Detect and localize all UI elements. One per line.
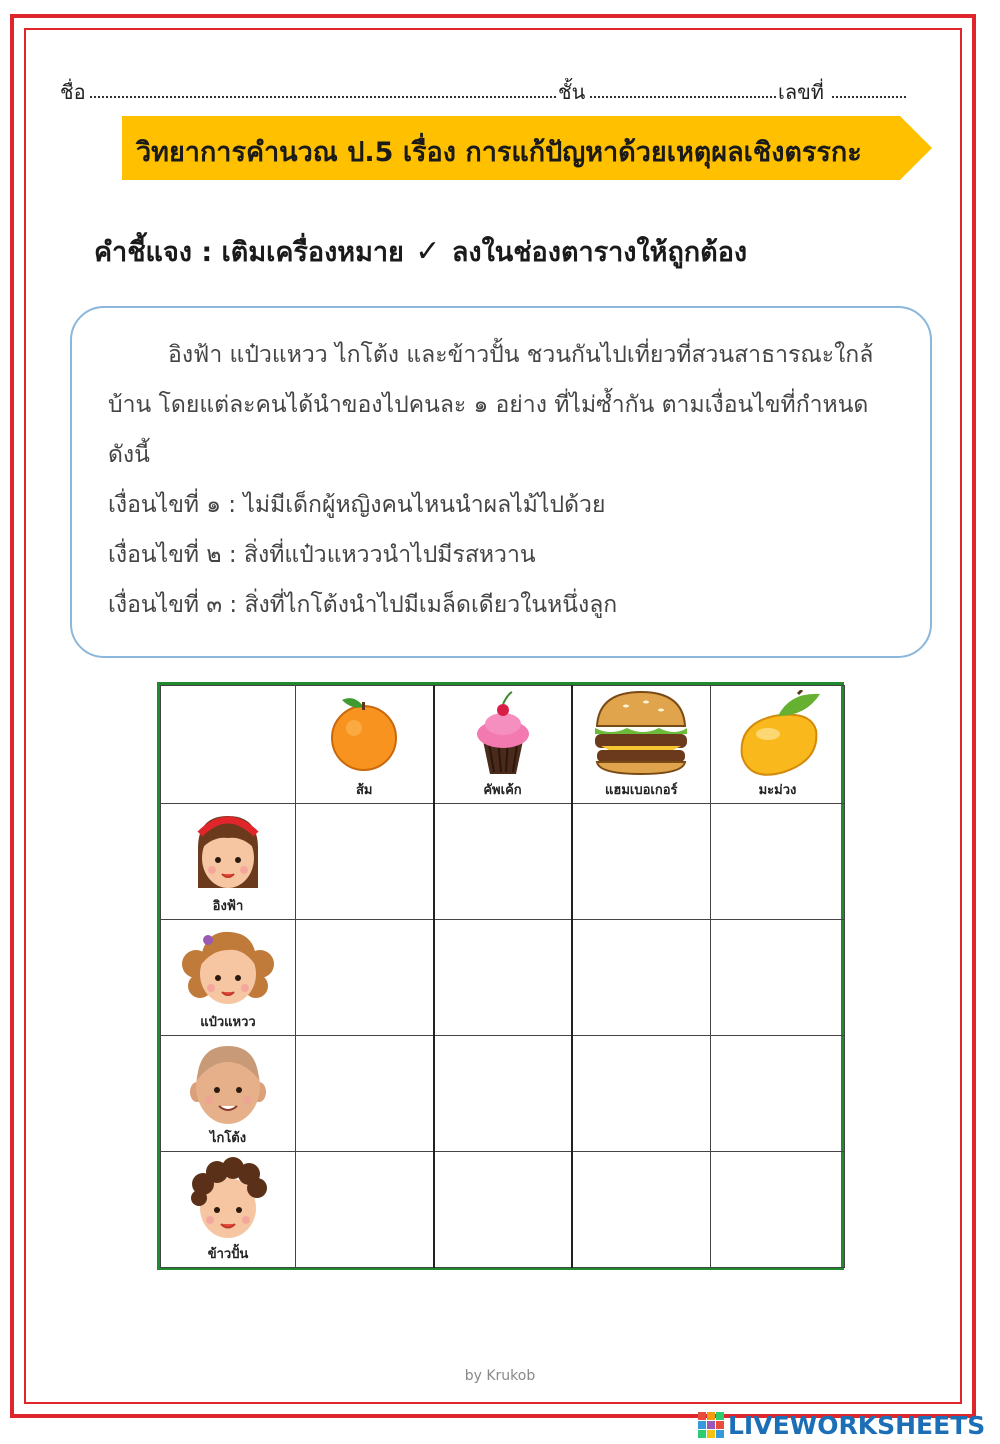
grid-cell-r1-c4[interactable] xyxy=(711,804,845,920)
person-label-khawpan: ข้าวปั้น xyxy=(207,1247,249,1262)
person-header-khawpan xyxy=(161,1152,296,1268)
person-header-paewwaew xyxy=(161,920,296,1036)
instruction xyxy=(94,230,747,273)
grid-cell-r1-c2[interactable] xyxy=(434,804,572,920)
corner-cell xyxy=(161,686,296,804)
person-header-ingfa xyxy=(161,804,296,920)
grid-cell-r2-c4[interactable] xyxy=(711,920,845,1036)
number-label: เลขที่ xyxy=(778,80,824,104)
hamburger-icon xyxy=(591,690,691,776)
food-label-cupcake: คัพเค้ก xyxy=(483,783,522,798)
liveworksheets-logo-icon xyxy=(698,1412,724,1438)
grid-cell-r1-c1[interactable] xyxy=(296,804,434,920)
grid-cell-r2-c3[interactable] xyxy=(572,920,711,1036)
food-label-hamburger: แฮมเบอเกอร์ xyxy=(605,783,678,798)
curly-boy-icon xyxy=(183,1156,273,1246)
person-header-kaitong xyxy=(161,1036,296,1152)
cupcake-icon xyxy=(468,690,538,776)
story-paragraph: อิงฟ้า แป๋วแหวว ไกโต้ง และข้าวปั้น ชวนกันไปเที่ยวที่สวนสาธารณะใกล้บ้าน โดยแต่ละคนได้นำของไปคนละ ๑ อย่าง ที่ไม่ซ้ำกัน ตามเงื่อนไขที่กำหนดดังนี้ xyxy=(108,342,874,468)
instruction-suffix: ลงในช่องตารางให้ถูกต้อง xyxy=(451,237,748,268)
girl-red-headband-icon xyxy=(186,808,270,898)
food-label-orange: ส้ม xyxy=(355,783,373,798)
grid-cell-r4-c2[interactable] xyxy=(434,1152,572,1268)
liveworksheets-wordmark: LIVEWORKSHEETS xyxy=(728,1410,986,1440)
story-box xyxy=(70,306,932,658)
number-field[interactable] xyxy=(832,70,906,98)
check-mark-icon: ✓ xyxy=(415,234,441,269)
banner-title: วิทยาการคำนวณ ป.5 เรื่อง การแก้ปัญหาด้วยเหตุผลเชิงตรรกะ xyxy=(136,137,862,168)
grid-cell-r3-c4[interactable] xyxy=(711,1036,845,1152)
food-header-mango xyxy=(711,686,845,804)
grid-cell-r4-c4[interactable] xyxy=(711,1152,845,1268)
bald-boy-icon xyxy=(183,1040,273,1130)
person-label-ingfa: อิงฟ้า xyxy=(212,899,244,914)
girl-curly-hair-icon xyxy=(178,924,278,1014)
orange-icon xyxy=(324,690,404,774)
person-label-paewwaew: แป๋วแหวว xyxy=(200,1015,256,1030)
logic-grid xyxy=(157,682,844,1270)
grid-cell-r1-c3[interactable] xyxy=(572,804,711,920)
name-label: ชื่อ xyxy=(60,80,86,104)
food-header-cupcake xyxy=(434,686,572,804)
food-label-mango: มะม่วง xyxy=(758,783,797,798)
mango-icon xyxy=(728,690,828,776)
title-banner xyxy=(122,116,932,180)
food-header-orange xyxy=(296,686,434,804)
footer-credit: by Krukob xyxy=(464,1368,536,1384)
name-field[interactable] xyxy=(90,70,556,98)
student-info-line xyxy=(60,70,910,106)
condition-3: เงื่อนไขที่ ๓ : สิ่งที่ไกโต้งนำไปมีเมล็ดเดียวในหนึ่งลูก xyxy=(108,592,618,618)
grid-cell-r3-c2[interactable] xyxy=(434,1036,572,1152)
grid-cell-r3-c1[interactable] xyxy=(296,1036,434,1152)
class-label: ชั้น xyxy=(558,80,586,104)
grid-cell-r4-c3[interactable] xyxy=(572,1152,711,1268)
condition-1: เงื่อนไขที่ ๑ : ไม่มีเด็กผู้หญิงคนไหนนำผลไม้ไปด้วย xyxy=(108,492,606,518)
grid-cell-r2-c1[interactable] xyxy=(296,920,434,1036)
food-header-hamburger xyxy=(572,686,711,804)
liveworksheets-logo xyxy=(698,1410,985,1440)
instruction-prefix: คำชี้แจง : เติมเครื่องหมาย xyxy=(94,237,404,268)
grid-cell-r2-c2[interactable] xyxy=(434,920,572,1036)
class-field[interactable] xyxy=(590,70,776,98)
grid-cell-r4-c1[interactable] xyxy=(296,1152,434,1268)
grid-cell-r3-c3[interactable] xyxy=(572,1036,711,1152)
person-label-kaitong: ไกโต้ง xyxy=(209,1131,247,1146)
condition-2: เงื่อนไขที่ ๒ : สิ่งที่แป๋วแหววนำไปมีรสหวาน xyxy=(108,542,536,568)
